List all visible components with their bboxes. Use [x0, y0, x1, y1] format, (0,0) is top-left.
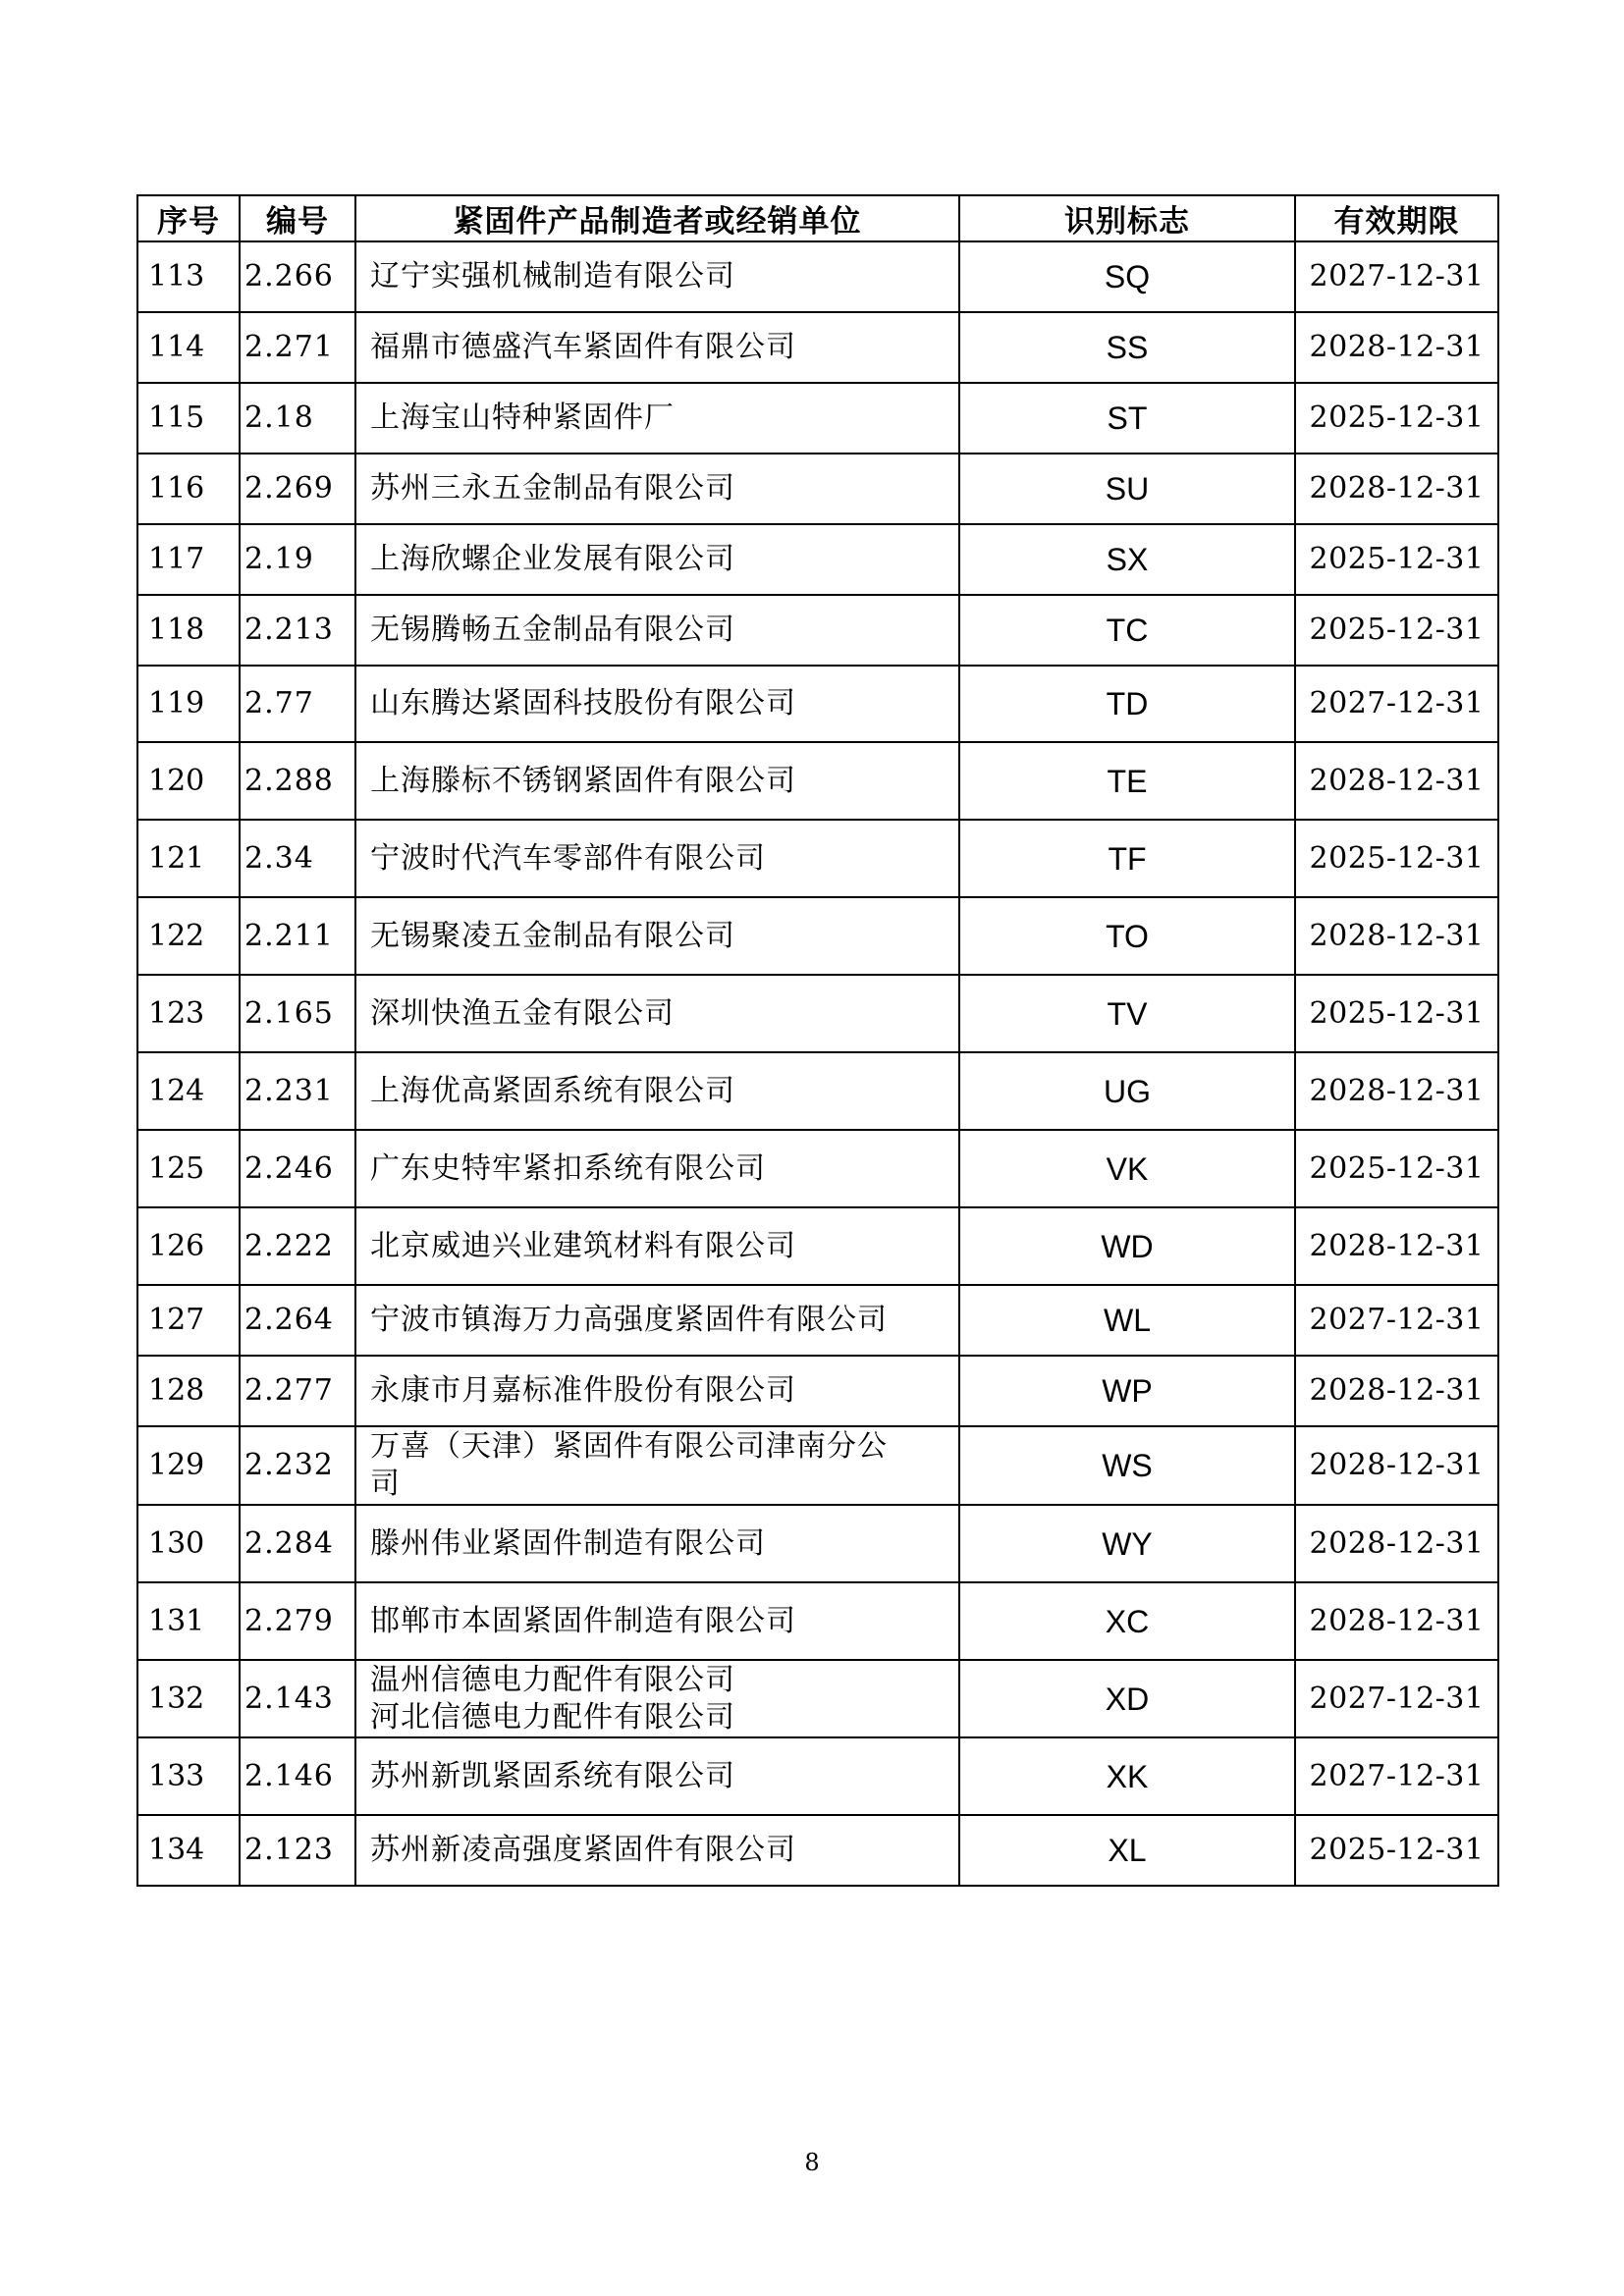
row-company	[355, 1285, 959, 1356]
row-seq: 123	[137, 975, 240, 1052]
row-validity: 2027-12-31	[1295, 241, 1498, 312]
row-seq: 119	[137, 666, 240, 742]
row-code: 2.266	[240, 241, 355, 312]
row-seq: 128	[137, 1356, 240, 1426]
table-row	[137, 742, 1498, 820]
row-validity: 2025-12-31	[1295, 975, 1498, 1052]
row-mark: TD	[959, 666, 1295, 742]
row-mark: WY	[959, 1505, 1295, 1582]
row-company	[355, 524, 959, 595]
header-row	[137, 195, 1498, 241]
row-validity: 2027-12-31	[1295, 1737, 1498, 1815]
table-row	[137, 1285, 1498, 1356]
header-mark: 识别标志	[959, 195, 1295, 241]
row-company	[355, 1356, 959, 1426]
row-seq: 115	[137, 383, 240, 454]
row-seq: 126	[137, 1207, 240, 1285]
row-validity: 2028-12-31	[1295, 1426, 1498, 1505]
row-company	[355, 595, 959, 666]
table-row	[137, 820, 1498, 897]
row-company	[355, 383, 959, 454]
row-seq: 122	[137, 897, 240, 975]
row-company	[355, 1052, 959, 1130]
table-row	[137, 666, 1498, 742]
row-code: 2.165	[240, 975, 355, 1052]
row-company	[355, 666, 959, 742]
table-row	[137, 1582, 1498, 1660]
row-mark: WL	[959, 1285, 1295, 1356]
row-mark: TV	[959, 975, 1295, 1052]
row-validity: 2028-12-31	[1295, 1052, 1498, 1130]
row-company	[355, 975, 959, 1052]
row-code: 2.269	[240, 454, 355, 524]
company-name-line: 苏州新凯紧固系统有限公司	[370, 1758, 735, 1793]
row-seq: 127	[137, 1285, 240, 1356]
row-mark: XD	[959, 1660, 1295, 1737]
row-company	[355, 1505, 959, 1582]
row-code: 2.246	[240, 1130, 355, 1207]
row-mark: XC	[959, 1582, 1295, 1660]
row-company	[355, 897, 959, 975]
table-body	[137, 241, 1498, 1886]
row-validity: 2027-12-31	[1295, 1660, 1498, 1737]
row-validity: 2027-12-31	[1295, 666, 1498, 742]
page-number: 8	[804, 2149, 820, 2176]
row-mark: WP	[959, 1356, 1295, 1426]
row-code: 2.19	[240, 524, 355, 595]
row-code: 2.34	[240, 820, 355, 897]
row-mark: XK	[959, 1737, 1295, 1815]
row-mark: SS	[959, 312, 1295, 383]
table-row	[137, 1660, 1498, 1737]
table-row	[137, 975, 1498, 1052]
table-row	[137, 1207, 1498, 1285]
row-company	[355, 312, 959, 383]
row-validity: 2028-12-31	[1295, 1505, 1498, 1582]
company-name-line: 河北信德电力配件有限公司	[370, 1699, 735, 1735]
row-mark: XL	[959, 1815, 1295, 1886]
row-validity: 2028-12-31	[1295, 454, 1498, 524]
company-name-line: 北京威迪兴业建筑材料有限公司	[370, 1228, 796, 1263]
table-row	[137, 1426, 1498, 1505]
header-code: 编号	[240, 195, 355, 241]
row-code: 2.123	[240, 1815, 355, 1886]
row-seq: 125	[137, 1130, 240, 1207]
row-seq: 114	[137, 312, 240, 383]
company-name-line: 苏州新凌高强度紧固件有限公司	[370, 1833, 796, 1867]
table-row	[137, 383, 1498, 454]
company-name-line: 辽宁实强机械制造有限公司	[370, 259, 735, 294]
row-company	[355, 1737, 959, 1815]
row-company	[355, 742, 959, 820]
table-row	[137, 1130, 1498, 1207]
row-mark: UG	[959, 1052, 1295, 1130]
row-company	[355, 1207, 959, 1285]
row-validity: 2025-12-31	[1295, 1815, 1498, 1886]
company-name-line: 邯郸市本固紧固件制造有限公司	[370, 1603, 796, 1638]
row-code: 2.143	[240, 1660, 355, 1737]
row-seq: 133	[137, 1737, 240, 1815]
row-code: 2.213	[240, 595, 355, 666]
row-company	[355, 1426, 959, 1505]
company-name-line: 温州信德电力配件有限公司	[370, 1662, 735, 1697]
row-seq: 130	[137, 1505, 240, 1582]
row-validity: 2028-12-31	[1295, 1207, 1498, 1285]
table-row	[137, 595, 1498, 666]
row-code: 2.271	[240, 312, 355, 383]
table-row	[137, 897, 1498, 975]
company-name-line: 上海优高紧固系统有限公司	[370, 1073, 735, 1108]
company-name-line: 山东腾达紧固科技股份有限公司	[370, 686, 796, 721]
row-mark: ST	[959, 383, 1295, 454]
row-code: 2.211	[240, 897, 355, 975]
company-name-line: 无锡腾畅五金制品有限公司	[370, 613, 735, 647]
row-code: 2.277	[240, 1356, 355, 1426]
row-seq: 113	[137, 241, 240, 312]
row-validity: 2027-12-31	[1295, 1285, 1498, 1356]
row-validity: 2028-12-31	[1295, 897, 1498, 975]
company-name-line: 万喜（天津）紧固件有限公司津南分公	[370, 1429, 888, 1464]
row-mark: TO	[959, 897, 1295, 975]
company-name-line: 上海滕标不锈钢紧固件有限公司	[370, 763, 796, 798]
company-name-line: 永康市月嘉标准件股份有限公司	[370, 1373, 796, 1408]
row-mark: TE	[959, 742, 1295, 820]
company-name-line: 上海欣螺企业发展有限公司	[370, 542, 735, 576]
row-code: 2.264	[240, 1285, 355, 1356]
row-mark: TC	[959, 595, 1295, 666]
row-validity: 2025-12-31	[1295, 820, 1498, 897]
row-code: 2.288	[240, 742, 355, 820]
row-mark: WS	[959, 1426, 1295, 1505]
table-row	[137, 1505, 1498, 1582]
row-code: 2.279	[240, 1582, 355, 1660]
row-company	[355, 454, 959, 524]
company-name-line: 苏州三永五金制品有限公司	[370, 471, 735, 506]
row-code: 2.146	[240, 1737, 355, 1815]
row-company	[355, 241, 959, 312]
row-mark: TF	[959, 820, 1295, 897]
row-seq: 116	[137, 454, 240, 524]
company-name-line: 广东史特牢紧扣系统有限公司	[370, 1150, 766, 1186]
company-name-line: 无锡聚凌五金制品有限公司	[370, 918, 735, 953]
row-mark: SX	[959, 524, 1295, 595]
table-row	[137, 524, 1498, 595]
row-mark: SQ	[959, 241, 1295, 312]
table-header	[137, 195, 1498, 241]
row-seq: 120	[137, 742, 240, 820]
table-row	[137, 1356, 1498, 1426]
row-seq: 121	[137, 820, 240, 897]
row-seq: 117	[137, 524, 240, 595]
row-mark: WD	[959, 1207, 1295, 1285]
table-row	[137, 454, 1498, 524]
header-seq: 序号	[137, 195, 240, 241]
row-mark: SU	[959, 454, 1295, 524]
row-seq: 131	[137, 1582, 240, 1660]
table-row	[137, 1815, 1498, 1886]
row-mark: VK	[959, 1130, 1295, 1207]
row-validity: 2028-12-31	[1295, 1582, 1498, 1660]
fastener-registry-table	[136, 194, 1499, 1887]
row-company	[355, 1582, 959, 1660]
header-company: 紧固件产品制造者或经销单位	[355, 195, 959, 241]
row-code: 2.222	[240, 1207, 355, 1285]
company-name-line: 宁波时代汽车零部件有限公司	[370, 840, 766, 876]
row-code: 2.231	[240, 1052, 355, 1130]
company-name-line: 福鼎市德盛汽车紧固件有限公司	[370, 330, 796, 364]
row-validity: 2025-12-31	[1295, 383, 1498, 454]
row-company	[355, 1660, 959, 1737]
company-name-line: 上海宝山特种紧固件厂	[370, 400, 675, 435]
row-company	[355, 1815, 959, 1886]
row-code: 2.77	[240, 666, 355, 742]
row-seq: 134	[137, 1815, 240, 1886]
row-validity: 2025-12-31	[1295, 595, 1498, 666]
row-validity: 2025-12-31	[1295, 1130, 1498, 1207]
row-validity: 2028-12-31	[1295, 742, 1498, 820]
table-row	[137, 1052, 1498, 1130]
row-seq: 129	[137, 1426, 240, 1505]
row-company	[355, 820, 959, 897]
company-name-line: 司	[370, 1467, 401, 1501]
table-row	[137, 241, 1498, 312]
company-name-line: 深圳快渔五金有限公司	[370, 995, 675, 1031]
row-seq: 124	[137, 1052, 240, 1130]
row-code: 2.232	[240, 1426, 355, 1505]
company-name-line: 滕州伟业紧固件制造有限公司	[370, 1525, 766, 1561]
header-validity: 有效期限	[1295, 195, 1498, 241]
row-code: 2.284	[240, 1505, 355, 1582]
table-row	[137, 312, 1498, 383]
company-name-line: 宁波市镇海万力高强度紧固件有限公司	[370, 1303, 888, 1337]
row-code: 2.18	[240, 383, 355, 454]
row-validity: 2028-12-31	[1295, 312, 1498, 383]
row-seq: 118	[137, 595, 240, 666]
row-seq: 132	[137, 1660, 240, 1737]
row-validity: 2025-12-31	[1295, 524, 1498, 595]
table-row	[137, 1737, 1498, 1815]
row-validity: 2028-12-31	[1295, 1356, 1498, 1426]
row-company	[355, 1130, 959, 1207]
